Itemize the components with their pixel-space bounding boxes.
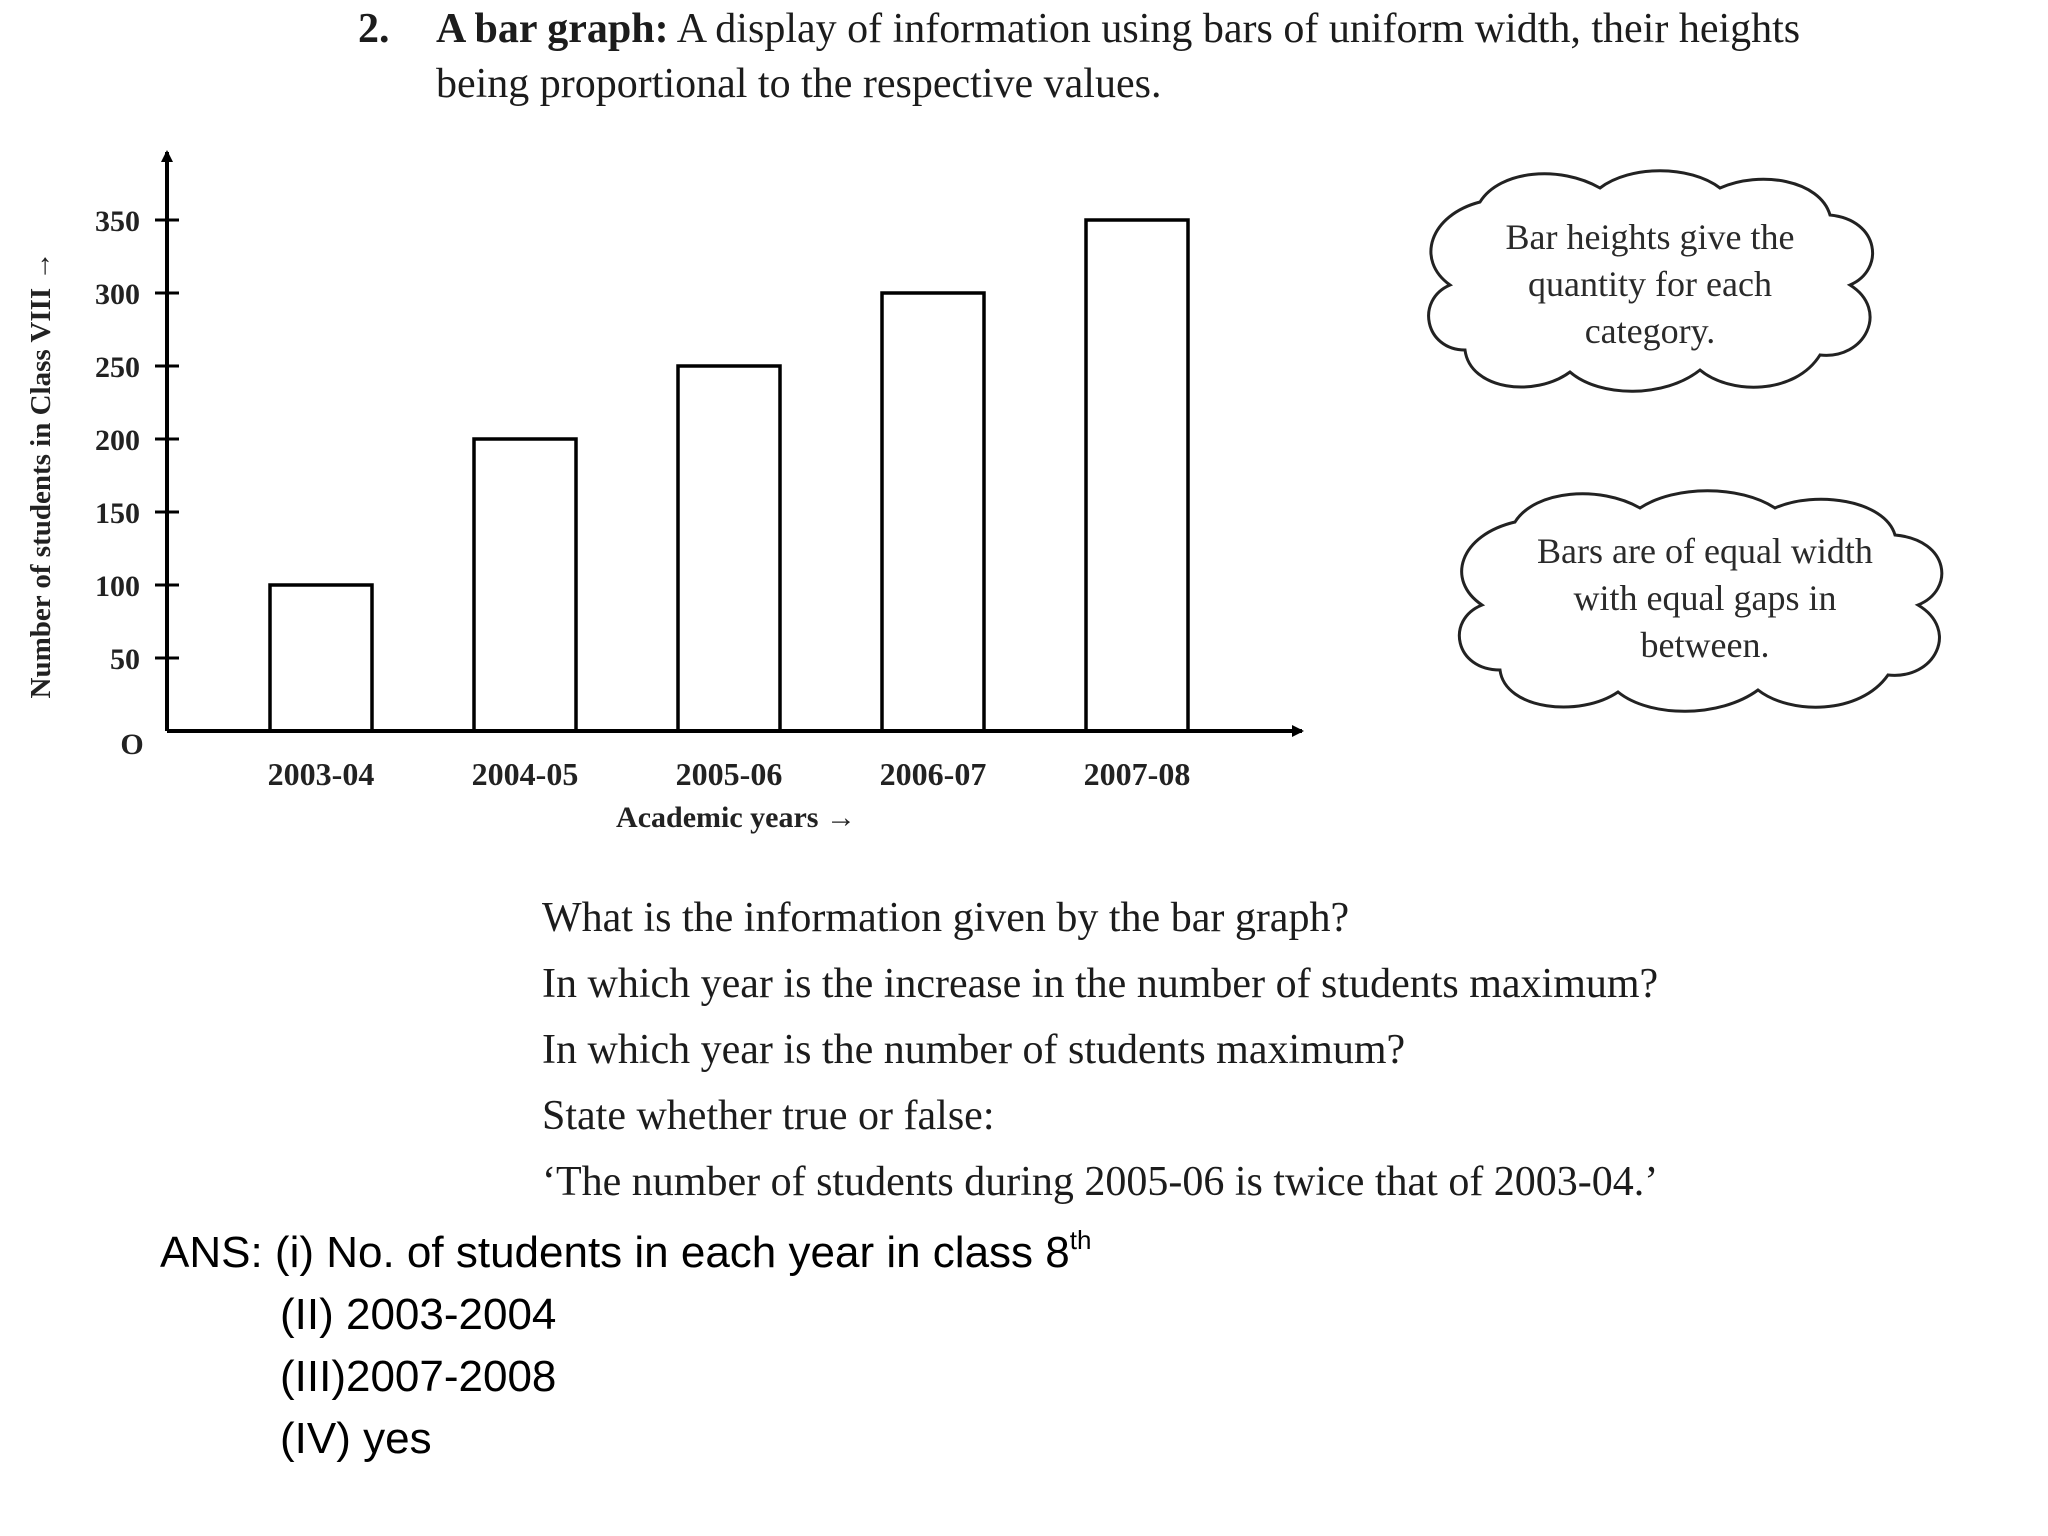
- question-text: State whether true or false:: [542, 1093, 995, 1139]
- bars: [270, 220, 1188, 731]
- y-tick-label: 300: [95, 278, 140, 311]
- question-text: In which year is the increase in the number of students maximum?: [542, 961, 1659, 1007]
- x-axis-label: Academic years →: [616, 801, 856, 834]
- definition-text-line2: being proportional to the respective values.: [436, 61, 1162, 107]
- x-axis-tick-labels: [268, 756, 1191, 792]
- y-axis-label: Number of students in Class VIII →: [25, 251, 57, 699]
- question-text: In which year is the number of students maximum?: [542, 1027, 1406, 1073]
- definition-text-line1: A display of information using bars of uniform width, their heights: [668, 6, 1801, 52]
- answer-3: (III)2007-2008: [280, 1352, 557, 1401]
- cloud-callout-text-1: Bar heights give the quantity for each category.: [1505, 217, 1795, 351]
- bar-2003-04: [270, 585, 372, 731]
- answer-1: (i) No. of students in each year in class 8: [274, 1228, 1070, 1277]
- bar-2005-06: [678, 366, 780, 731]
- bar-2006-07: [882, 293, 984, 731]
- answer-2: (II) 2003-2004: [280, 1290, 557, 1339]
- definition-heading: [358, 2, 2038, 112]
- question-text: What is the information given by the bar graph?: [542, 895, 1350, 941]
- item-number: 2.: [358, 6, 390, 52]
- y-tick-label: 100: [95, 570, 140, 603]
- question-statement: ‘The number of students during 2005-06 is twice that of 2003-04.’: [542, 1159, 1659, 1205]
- x-tick-label: 2007-08: [1083, 756, 1191, 792]
- answer-prefix: ANS:: [160, 1228, 275, 1277]
- answer-line-1: [160, 1222, 1091, 1284]
- answer-4: (IV) yes: [280, 1414, 432, 1463]
- x-tick-label: 2003-04: [267, 756, 375, 792]
- y-tick-label: 200: [95, 424, 140, 457]
- y-tick-label: 150: [95, 497, 140, 530]
- y-tick-label: 350: [95, 205, 140, 238]
- cloud-callout-text-2: Bars are of equal width with equal gaps in between.: [1537, 531, 1873, 665]
- x-tick-label: 2004-05: [471, 756, 579, 792]
- answers-block: [160, 1222, 1091, 1470]
- x-tick-label: 2006-07: [879, 756, 987, 792]
- origin-label: O: [120, 728, 144, 761]
- answer-1-superscript: th: [1069, 1225, 1092, 1255]
- y-tick-label: 250: [95, 351, 140, 384]
- bar-2004-05: [474, 439, 576, 731]
- bar-chart: [0, 130, 1320, 860]
- definition-term: A bar graph:: [436, 6, 669, 52]
- bar-2007-08: [1086, 220, 1188, 731]
- x-tick-label: 2005-06: [675, 756, 783, 792]
- y-tick-label: 50: [110, 643, 140, 676]
